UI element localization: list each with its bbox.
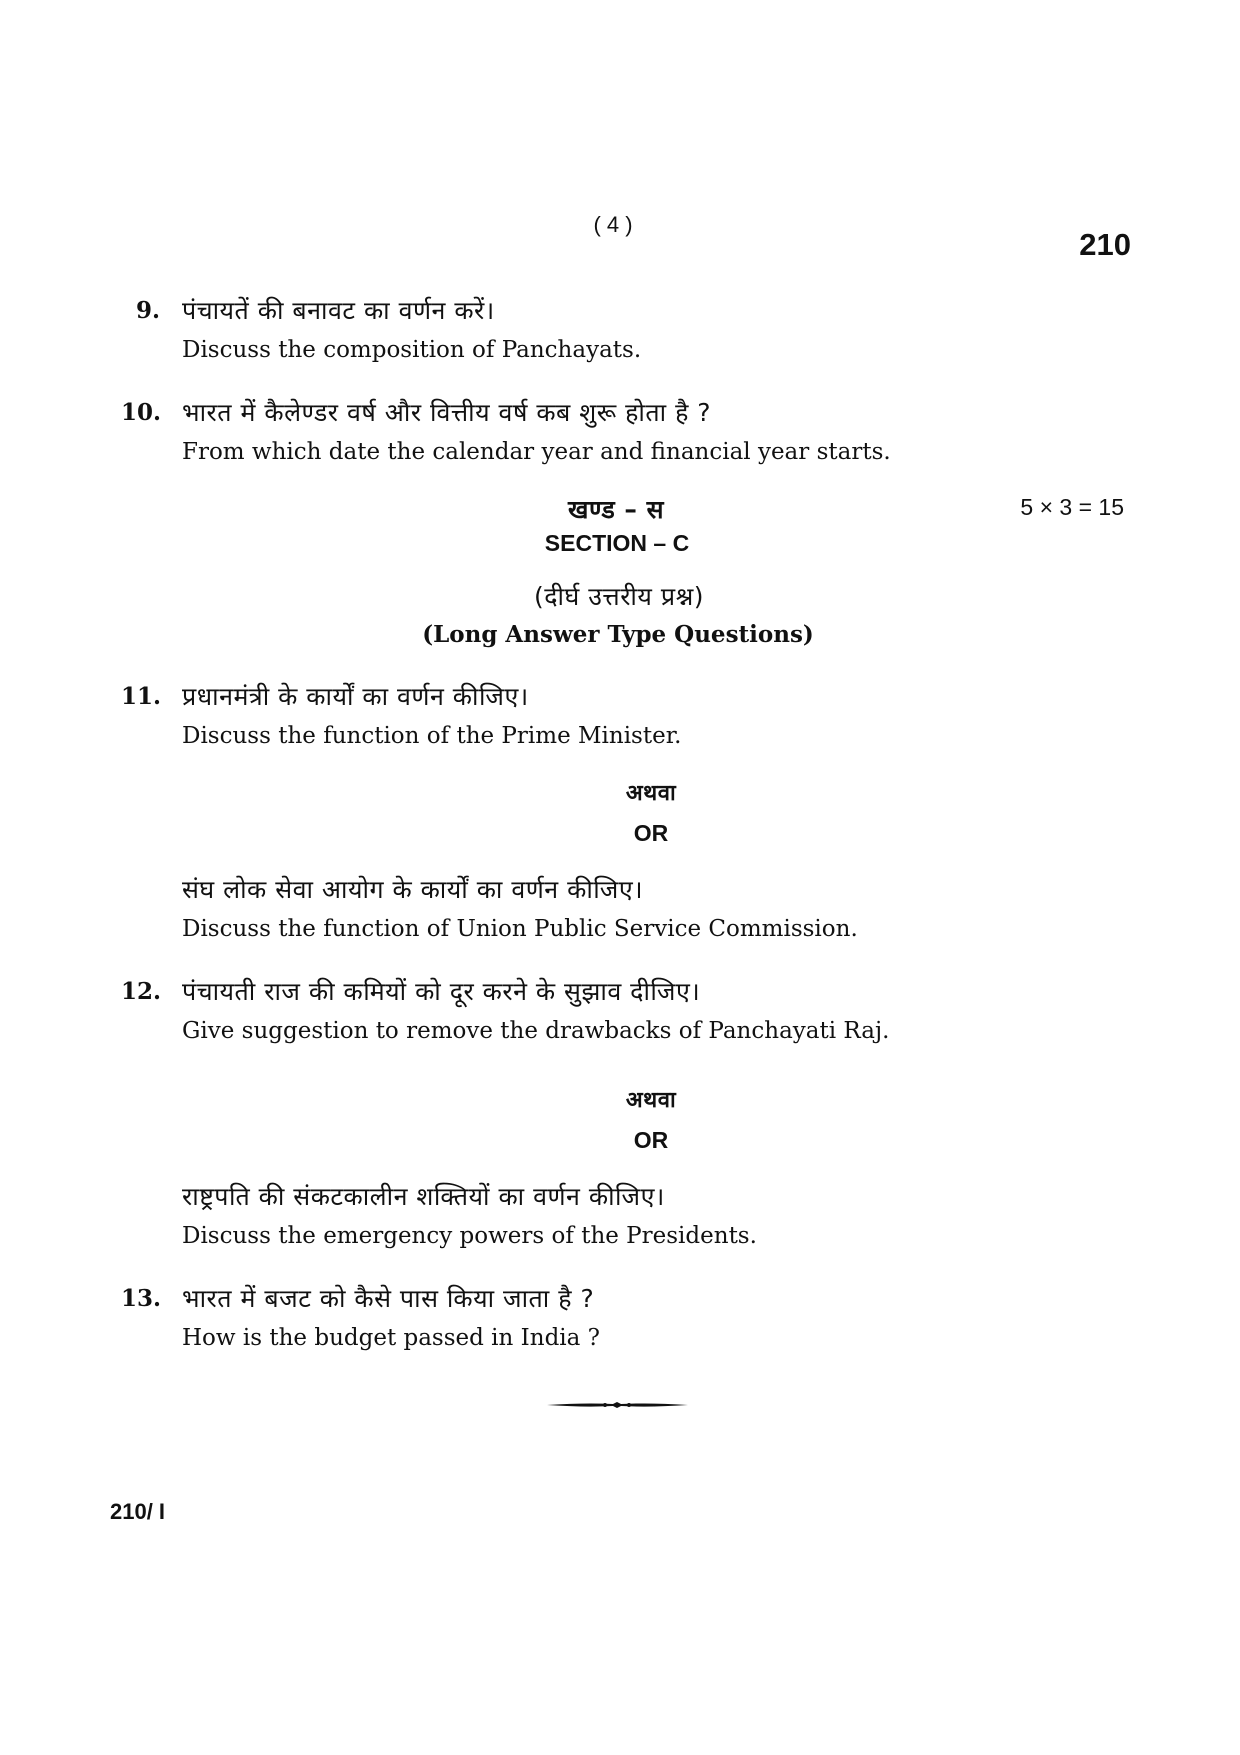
question-english: Give suggestion to remove the drawbacks of Panchayati Raj. [182, 1018, 890, 1044]
question-number: 11. [121, 683, 162, 710]
or-english: OR [633, 1127, 669, 1153]
question-hindi: भारत में कैलेण्डर वर्ष और वित्तीय वर्ष कब शुरू होता है ? [182, 398, 712, 427]
question-english: Discuss the composition of Panchayats. [182, 337, 642, 363]
alternative-question-english: Discuss the emergency powers of the Presidents. [182, 1223, 757, 1249]
question-english: From which date the calendar year and financial year starts. [182, 439, 891, 465]
question-hindi: पंचायतें की बनावट का वर्णन करें। [182, 296, 495, 325]
end-ornament-icon [545, 1398, 690, 1412]
alternative-question-hindi: राष्ट्रपति की संकटकालीन शक्तियों का वर्णन कीजिए। [182, 1182, 665, 1211]
question-number: 9. [136, 297, 161, 324]
alternative-question-hindi: संघ लोक सेवा आयोग के कार्यों का वर्णन कीजिए। [182, 875, 644, 904]
section-marks: 5 × 3 = 15 [1020, 494, 1124, 520]
page-number: ( 4 ) [593, 212, 633, 237]
question-number: 12. [121, 978, 162, 1005]
question-number: 10. [121, 399, 162, 426]
section-hindi-title: खण्ड – स [567, 495, 665, 524]
question-hindi: पंचायती राज की कमियों को दूर करने के सुझाव दीजिए। [182, 977, 701, 1006]
question-number: 13. [121, 1285, 162, 1312]
or-english: OR [633, 820, 669, 846]
section-english-subtitle: (Long Answer Type Questions) [422, 621, 814, 648]
paper-code: 210 [1079, 227, 1131, 262]
question-english: Discuss the function of the Prime Minister. [182, 723, 682, 749]
footer-code: 210/ I [110, 1499, 166, 1524]
section-hindi-subtitle: (दीर्घ उत्तरीय प्रश्न) [533, 582, 705, 611]
question-hindi: भारत में बजट को कैसे पास किया जाता है ? [182, 1284, 595, 1313]
or-hindi: अथवा [625, 1088, 677, 1113]
question-hindi: प्रधानमंत्री के कार्यों का वर्णन कीजिए। [182, 682, 529, 711]
question-english: How is the budget passed in India ? [182, 1325, 600, 1351]
or-hindi: अथवा [625, 781, 677, 806]
alternative-question-english: Discuss the function of Union Public Service Commission. [182, 916, 858, 942]
section-english-title: SECTION – C [544, 530, 690, 556]
